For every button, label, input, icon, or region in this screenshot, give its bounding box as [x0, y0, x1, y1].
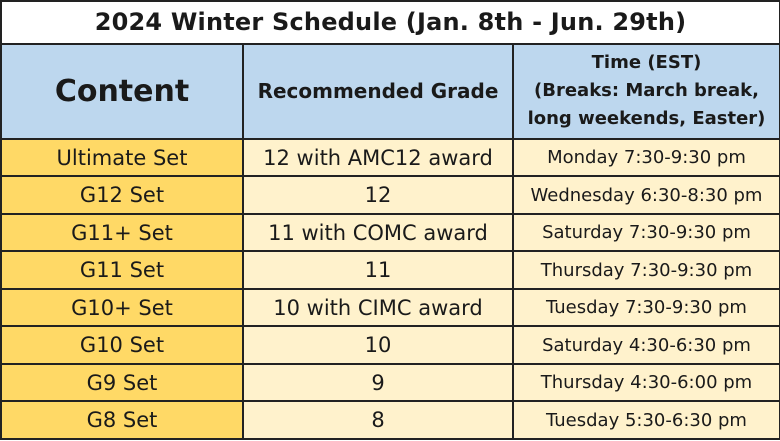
row-content: G11 Set [1, 251, 243, 289]
header-time-line-3: long weekends, Easter) [527, 108, 766, 130]
row-content: G11+ Set [1, 214, 243, 252]
header-time [513, 44, 780, 139]
row-grade: 12 with AMC12 award [243, 139, 513, 177]
schedule-title: 2024 Winter Schedule (Jan. 8th - Jun. 29th) [1, 1, 780, 44]
row-grade: 9 [243, 364, 513, 402]
table-row [1, 326, 780, 364]
header-recommended-grade: Recommended Grade [243, 44, 513, 139]
header-content: Content [1, 44, 243, 139]
table-row [1, 401, 780, 439]
header-time-line-2: (Breaks: March break, [534, 80, 759, 102]
row-grade: 11 with COMC award [243, 214, 513, 252]
row-time: Saturday 7:30-9:30 pm [513, 214, 780, 252]
row-grade: 8 [243, 401, 513, 439]
row-grade: 10 with CIMC award [243, 289, 513, 327]
table-row [1, 214, 780, 252]
header-row [1, 44, 780, 139]
table-row [1, 364, 780, 402]
row-time: Thursday 7:30-9:30 pm [513, 251, 780, 289]
table-row [1, 251, 780, 289]
row-time: Thursday 4:30-6:00 pm [513, 364, 780, 402]
row-content: Ultimate Set [1, 139, 243, 177]
table-row [1, 139, 780, 177]
row-content: G9 Set [1, 364, 243, 402]
header-time-line-1: Time (EST) [591, 52, 702, 74]
row-content: G10+ Set [1, 289, 243, 327]
row-content: G10 Set [1, 326, 243, 364]
row-time: Saturday 4:30-6:30 pm [513, 326, 780, 364]
row-grade: 10 [243, 326, 513, 364]
row-time: Wednesday 6:30-8:30 pm [513, 176, 780, 214]
row-content: G12 Set [1, 176, 243, 214]
table-row [1, 176, 780, 214]
row-time: Tuesday 7:30-9:30 pm [513, 289, 780, 327]
row-grade: 11 [243, 251, 513, 289]
row-time: Tuesday 5:30-6:30 pm [513, 401, 780, 439]
row-grade: 12 [243, 176, 513, 214]
row-content: G8 Set [1, 401, 243, 439]
row-time: Monday 7:30-9:30 pm [513, 139, 780, 177]
table-row [1, 289, 780, 327]
